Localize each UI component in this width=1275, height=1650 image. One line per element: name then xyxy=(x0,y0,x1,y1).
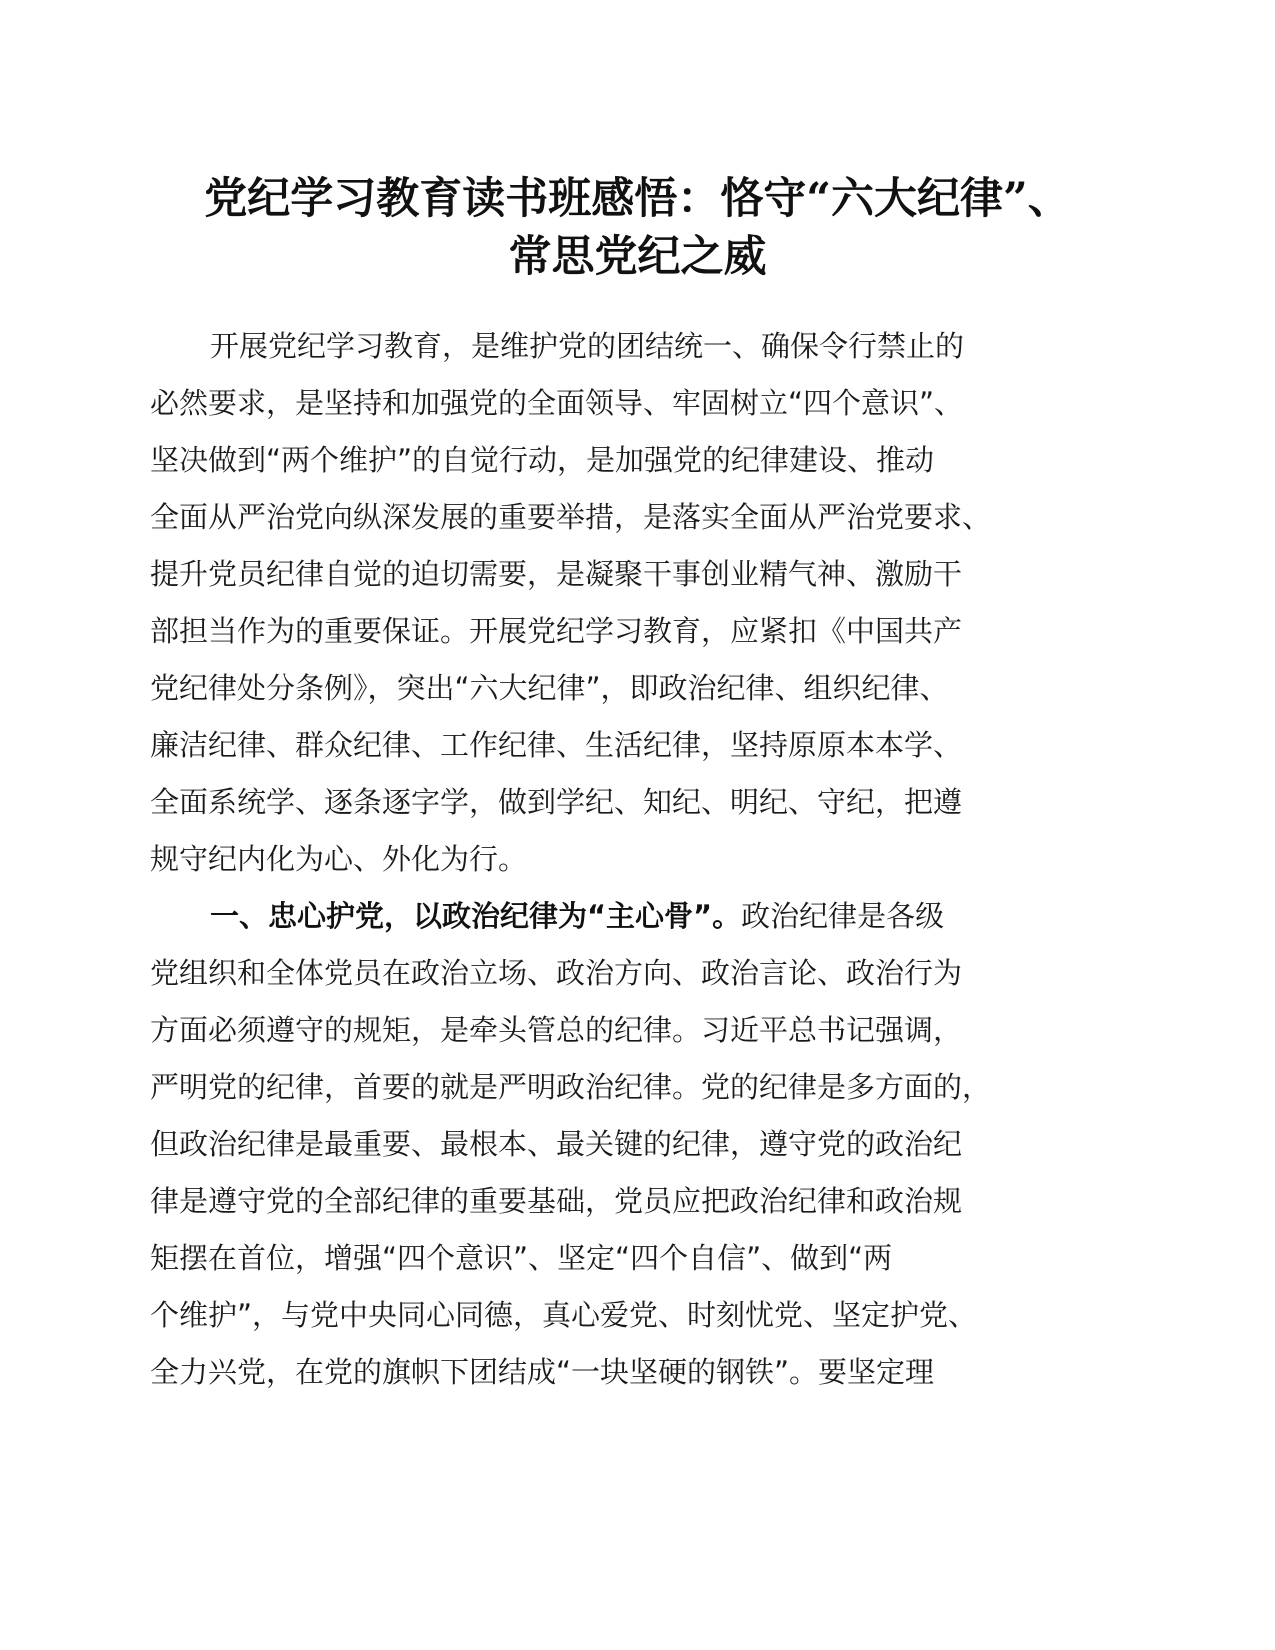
paragraph-line: 个维护”，与党中央同心同德，真心爱党、时刻忧党、坚定护党、 xyxy=(150,1298,978,1332)
document-body xyxy=(150,318,1090,1401)
paragraph-line: 全面系统学、逐条逐字学，做到学纪、知纪、明纪、守纪，把遵 xyxy=(150,785,963,819)
paragraph-line: 党组织和全体党员在政治立场、政治方向、政治言论、政治行为 xyxy=(150,956,963,990)
document-title xyxy=(150,170,1125,286)
intro-paragraph xyxy=(150,318,1090,888)
paragraph-line: 部担当作为的重要保证。开展党纪学习教育，应紧扣《中国共产 xyxy=(150,614,963,648)
title-line-1: 党纪学习教育读书班感悟：恪守“六大纪律”、 xyxy=(204,174,1071,224)
paragraph-line: 必然要求，是坚持和加强党的全面领导、牢固树立“四个意识”、 xyxy=(150,386,964,420)
paragraph-line: 但政治纪律是最重要、最根本、最关键的纪律，遵守党的政治纪 xyxy=(150,1127,963,1161)
paragraph-line: 开展党纪学习教育，是维护党的团结统一、确保令行禁止的 xyxy=(210,329,965,363)
paragraph-line: 规守纪内化为心、外化为行。 xyxy=(150,842,528,876)
paragraph-line: 党纪律处分条例》，突出“六大纪律”，即政治纪律、组织纪律、 xyxy=(150,671,949,705)
paragraph-line: 提升党员纪律自觉的迫切需要，是凝聚干事创业精气神、激励干 xyxy=(150,557,963,591)
paragraph-line: 律是遵守党的全部纪律的重要基础，党员应把政治纪律和政治规 xyxy=(150,1184,963,1218)
paragraph-line: 方面必须遵守的规矩，是牵头管总的纪律。习近平总书记强调， xyxy=(150,1013,963,1047)
paragraph-line: 严明党的纪律，首要的就是严明政治纪律。党的纪律是多方面的， xyxy=(150,1070,992,1104)
paragraph-line: 全力兴党，在党的旗帜下团结成“一块坚硬的钢铁”。要坚定理 xyxy=(150,1355,935,1389)
section-1-first-line-text: 政治纪律是各级 xyxy=(741,899,945,933)
paragraph-line: 坚决做到“两个维护”的自觉行动，是加强党的纪律建设、推动 xyxy=(150,443,935,477)
section-1-first-line xyxy=(150,888,1090,945)
paragraph-line: 廉洁纪律、群众纪律、工作纪律、生活纪律，坚持原原本本学、 xyxy=(150,728,963,762)
paragraph-line: 矩摆在首位，增强“四个意识”、坚定“四个自信”、做到“两 xyxy=(150,1241,893,1275)
section-1-paragraph xyxy=(150,888,1090,1401)
paragraph-line: 全面从严治党向纵深发展的重要举措，是落实全面从严治党要求、 xyxy=(150,500,992,534)
title-line-2: 常思党纪之威 xyxy=(508,232,767,282)
section-1-heading: 一、忠心护党，以政治纪律为“主心骨”。 xyxy=(210,899,742,933)
